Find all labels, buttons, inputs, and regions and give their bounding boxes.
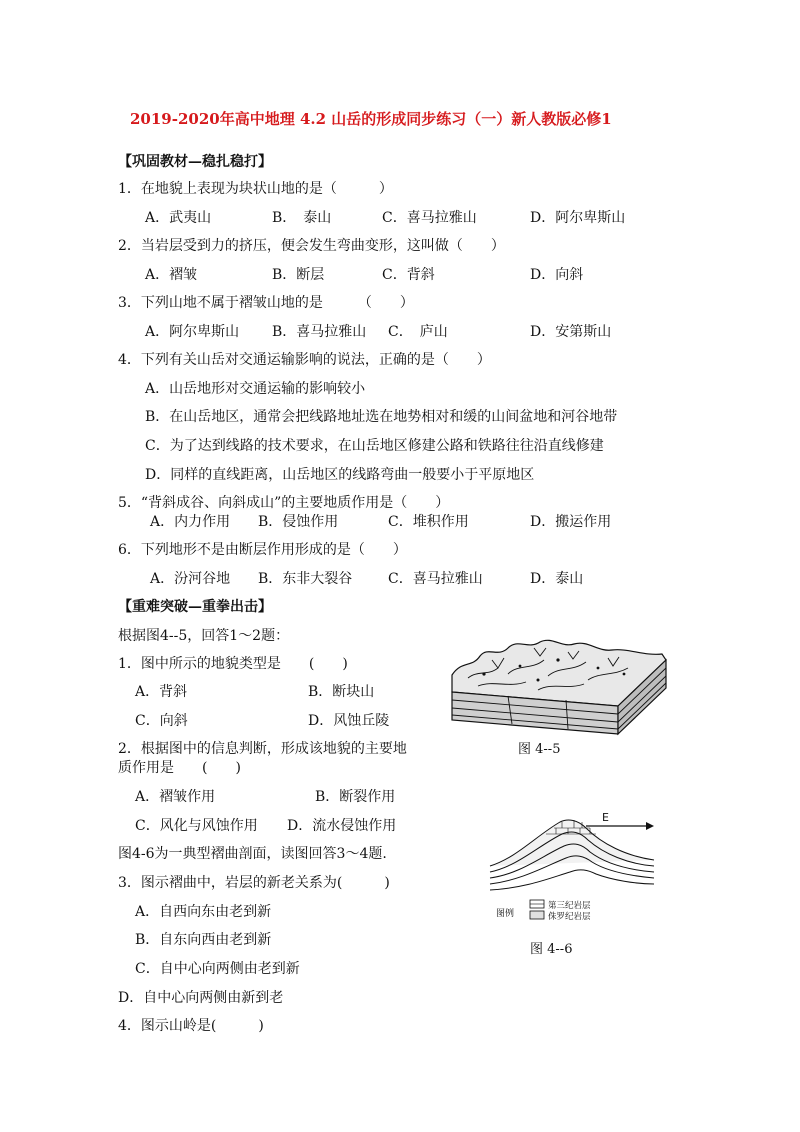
question-4-option-d: D．同样的直线距离，山岳地区的线路弯曲一般要小于平原地区: [145, 467, 535, 483]
question-5-option-a: A．内力作用: [150, 514, 231, 530]
question-6-option-b: B．东非大裂谷: [258, 571, 353, 587]
question-2-option-a: A．褶皱: [145, 267, 198, 283]
legend-item-jurassic: 侏罗纪岩层: [548, 912, 591, 922]
question-5-option-c: C．堆积作用: [388, 514, 469, 530]
question-1-option-a: A．武夷山: [145, 210, 212, 226]
question-6-option-a: A．汾河谷地: [150, 571, 231, 587]
question-5-stem: 5．“背斜成谷、向斜成山”的主要地质作用是（ ）: [118, 495, 450, 511]
question-3-option-d: D．安第斯山: [530, 324, 612, 340]
section-heading-breakthrough: 【重难突破—重拳出击】: [118, 599, 272, 615]
figure-4-5-block-diagram: [448, 630, 670, 740]
question-4-option-a: A．山岳地形对交通运输的影响较小: [145, 381, 366, 397]
question-3-option-c: C． 庐山: [388, 324, 448, 340]
east-arrowhead-icon: [646, 822, 654, 830]
question-3-option-b: B．喜马拉雅山: [272, 324, 367, 340]
question-1-option-b: B． 泰山: [272, 210, 332, 226]
question-1-option-c: C．喜马拉雅山: [382, 210, 477, 226]
question-4-option-b: B．在山岳地区，通常会把线路地址选在地势相对和缓的山间盆地和河谷地带: [145, 409, 618, 425]
s2-question-1-option-d: D．风蚀丘陵: [308, 713, 390, 729]
legend-swatch-jurassic: [530, 911, 544, 919]
section2-intro-1: 根据图4--5，回答1～2题：: [118, 628, 290, 644]
question-6-stem: 6．下列地形不是由断层作用形成的是（ ）: [118, 542, 407, 558]
s2-question-2-option-d: D．流水侵蚀作用: [287, 818, 397, 834]
s2-question-1-option-c: C．向斜: [135, 713, 188, 729]
s2-question-3-option-c: C．自中心向两侧由老到新: [135, 961, 300, 977]
page-title: 2019-2020年高中地理 4.2 山岳的形成同步练习（一）新人教版必修1: [130, 110, 612, 128]
section2-intro-2: 图4-6为一典型褶曲剖面，读图回答3～4题.: [118, 846, 387, 862]
s2-question-2-option-b: B．断裂作用: [315, 789, 396, 805]
question-5-option-b: B．侵蚀作用: [258, 514, 339, 530]
s2-question-3-stem: 3．图示褶曲中，岩层的新老关系为( ): [118, 875, 390, 891]
s2-question-1-option-a: A．背斜: [135, 684, 188, 700]
s2-question-2-option-a: A．褶皱作用: [135, 789, 216, 805]
question-6-option-c: C．喜马拉雅山: [388, 571, 483, 587]
question-6-option-d: D．泰山: [530, 571, 584, 587]
question-3-stem: 3．下列山地不属于褶皱山地的是 （ ）: [118, 295, 414, 311]
s2-question-3-option-a: A．自西向东由老到新: [135, 904, 272, 920]
figure-4-6-caption: 图 4--6: [530, 942, 573, 957]
s2-question-3-option-b: B．自东向西由老到新: [135, 932, 272, 948]
legend-item-tertiary: 第三纪岩层: [548, 901, 591, 911]
question-2-option-b: B．断层: [272, 267, 325, 283]
question-5-option-d: D．搬运作用: [530, 514, 612, 530]
question-1-stem: 1．在地貌上表现为块状山地的是（ ）: [118, 181, 393, 197]
question-4-option-c: C．为了达到线路的技术要求，在山岳地区修建公路和铁路往往沿直线修建: [145, 438, 604, 454]
question-4-stem: 4．下列有关山岳对交通运输影响的说法，正确的是（ ）: [118, 352, 491, 368]
question-2-stem: 2．当岩层受到力的挤压，便会发生弯曲变形，这叫做（ ）: [118, 238, 505, 254]
figure-4-5-caption: 图 4--5: [518, 742, 561, 757]
s2-question-1-stem: 1．图中所示的地貌类型是 ( ): [118, 656, 348, 672]
legend-title: 图例: [496, 909, 515, 919]
s2-question-2-stem-line2: 质作用是 ( ): [118, 760, 241, 776]
question-3-option-a: A．阿尔卑斯山: [145, 324, 240, 340]
s2-question-4-stem: 4．图示山岭是( ): [118, 1018, 264, 1034]
question-2-option-d: D．向斜: [530, 267, 584, 283]
question-1-option-d: D．阿尔卑斯山: [530, 210, 626, 226]
section-heading-consolidate: 【巩固教材—稳扎稳打】: [118, 154, 272, 170]
figure-4-6-fold-section: [486, 808, 662, 928]
s2-question-3-option-d: D．自中心向两侧由新到老: [118, 990, 284, 1006]
s2-question-2-option-c: C．风化与风蚀作用: [135, 818, 258, 834]
s2-question-1-option-b: B．断块山: [308, 684, 375, 700]
direction-label-east: E: [602, 811, 609, 824]
question-2-option-c: C．背斜: [382, 267, 435, 283]
s2-question-2-stem-line1: 2．根据图中的信息判断，形成该地貌的主要地: [118, 741, 407, 757]
